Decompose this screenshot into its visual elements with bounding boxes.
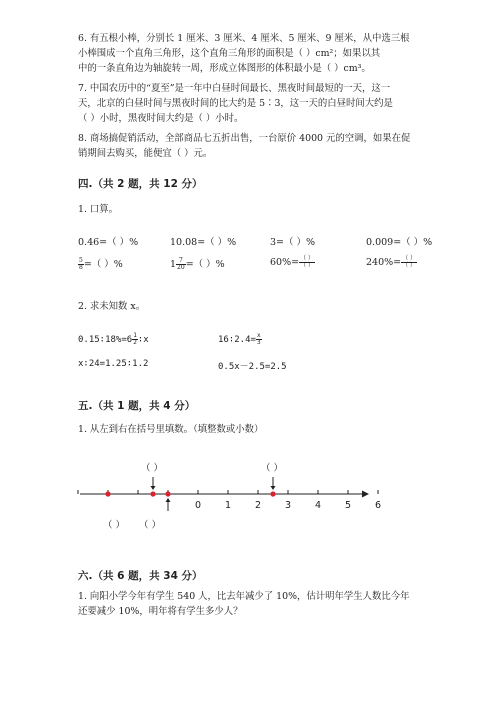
tick-label: 3 <box>284 500 292 511</box>
answer-blank-below[interactable]: （ ） <box>102 520 126 531</box>
fraction-7-20: $\frac{7}{20}$ <box>177 257 185 271</box>
tick-label: 5 <box>344 500 352 511</box>
problem-6-line-3: 中的一条直角边为轴旋转一周，形成立体图形的体积最小是（ ）cm³。 <box>78 63 371 74</box>
problem-7-line-2: 天，北京的白昼时间与黑夜时间的比大约是 5∶3，这一天的白昼时间大约是 <box>78 98 393 109</box>
fraction-x-3: $\frac{x}{3}$ <box>256 332 261 346</box>
tick-label: 2 <box>254 500 262 511</box>
section-4-q1-label: 1. 口算。 <box>78 204 119 215</box>
calc-60-percent: 60%= $\frac{( )}{( )}$ <box>270 255 314 269</box>
blank-fraction[interactable]: $\frac{( )}{( )}$ <box>300 255 314 269</box>
answer-blank-above[interactable]: （ ） <box>260 463 284 474</box>
number-line-figure <box>70 455 382 545</box>
problem-7-line-1: 7. 中国农历中的“夏至”是一年中白昼时间最长、黑夜时间最短的一天，这一 <box>78 83 391 94</box>
arrowhead-icon <box>151 486 156 490</box>
arrowhead-icon <box>166 498 171 502</box>
section-6-q1-line-1: 1. 向阳小学今年有学生 540 人，比去年减少了 10%，估计明年学生人数比今年 <box>78 591 410 602</box>
tick-label: 1 <box>224 500 232 511</box>
calc-240-percent: 240%= $\frac{( )}{( )}$ <box>366 255 417 269</box>
calc-0-46: 0.46=（ ）% <box>78 237 139 248</box>
calc-3: 3=（ ）% <box>270 237 316 248</box>
calc-0-009: 0.009=（ ）% <box>366 237 433 248</box>
problem-8-line-2: 销期间去购买，能便宜（ ）元。 <box>78 148 213 159</box>
number-line-point <box>150 491 155 496</box>
calc-mixed-1-7-20: 1 $\frac{7}{20}$ =（ ）% <box>170 257 225 271</box>
problem-6-line-2: 小棒围成一个直角三角形，这个直角三角形的面积是（ ）cm²；如果以其 <box>78 48 381 59</box>
equation-1: 0.15∶18%=6 $\frac{1}{2}$ ∶x <box>78 332 149 346</box>
equation-2: 16∶2.4= $\frac{x}{3}$ <box>218 332 261 346</box>
number-line-point <box>165 491 170 496</box>
tick-label: 0 <box>194 500 202 511</box>
answer-blank-above[interactable]: （ ） <box>140 463 164 474</box>
number-line-point <box>105 491 110 496</box>
problem-8-line-1: 8. 商场搞促销活动，全部商品七五折出售，一台原价 4000 元的空调，如果在促 <box>78 133 411 144</box>
problem-7-line-3: （ ）小时，黑夜时间大约是（ ）小时。 <box>78 113 244 124</box>
answer-blank-below[interactable]: （ ） <box>138 520 162 531</box>
section-4-q2-label: 2. 求未知数 x。 <box>78 301 146 312</box>
section-5-q1-label: 1. 从左到右在括号里填数。（填整数或小数） <box>78 424 264 435</box>
tick-label: 4 <box>314 500 322 511</box>
problem-6-line-1: 6. 有五根小棒，分别长 1 厘米、3 厘米、4 厘米、5 厘米、9 厘米，从中选三根 <box>78 33 410 44</box>
equation-4: 0.5x－2.5=2.5 <box>218 362 287 372</box>
fraction-1-2: $\frac{1}{2}$ <box>133 332 137 346</box>
number-line-point <box>270 491 275 496</box>
arrowhead-icon <box>271 486 276 490</box>
number-line-arrowhead <box>362 491 369 498</box>
tick-label: 6 <box>374 500 382 511</box>
section-6-q1-line-2: 还要减少 10%，明年将有学生多少人？ <box>78 606 243 617</box>
fraction-5-8: $\frac{5}{8}$ <box>79 257 83 271</box>
section-6-heading: 六.（共 6 题，共 34 分） <box>78 570 203 582</box>
blank-fraction[interactable]: $\frac{( )}{( )}$ <box>402 255 417 269</box>
equation-3: x∶24=1.25∶1.2 <box>78 359 149 369</box>
calc-frac-5-8: $\frac{5}{8}$ =（ ）% <box>79 257 123 271</box>
section-4-heading: 四.（共 2 题，共 12 分） <box>78 178 203 190</box>
section-5-heading: 五.（共 1 题，共 4 分） <box>78 400 196 412</box>
calc-10-08: 10.08=（ ）% <box>170 237 237 248</box>
